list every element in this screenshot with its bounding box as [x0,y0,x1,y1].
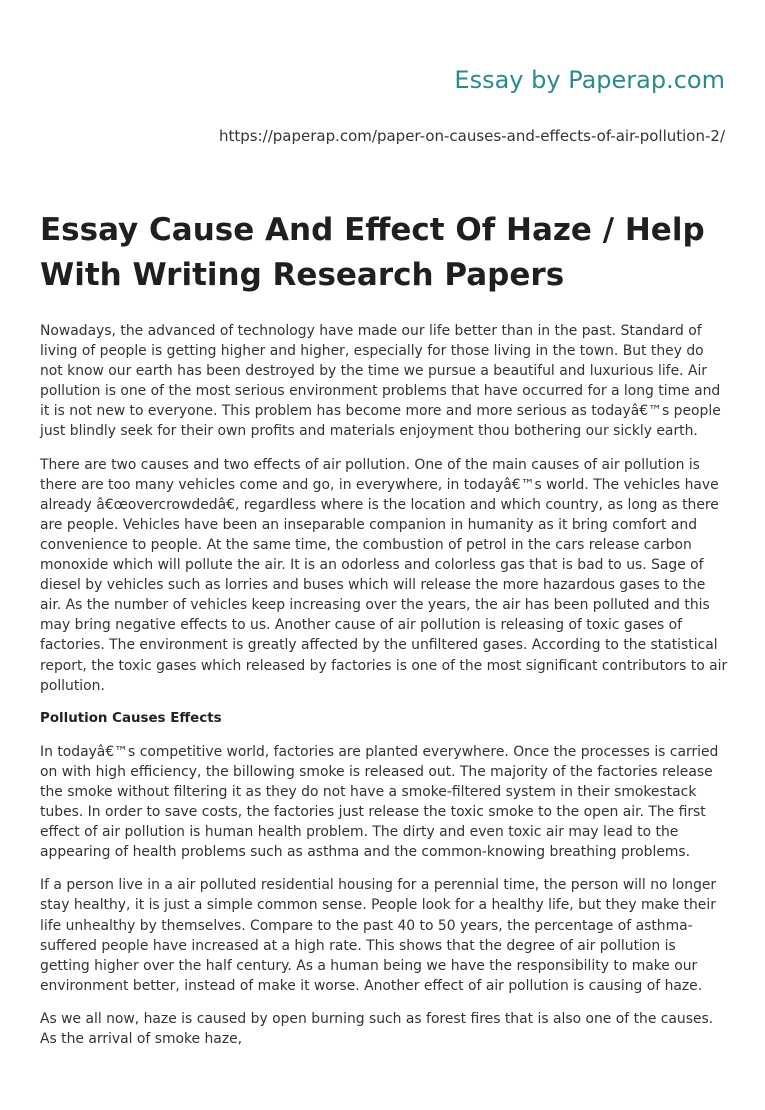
section-subheading: Pollution Causes Effects [40,710,222,726]
paragraph: If a person live in a air polluted residential housing for a perennial time, the person will no longer stay healthy, it is just a simple common sense. People look for a healthy life, but they make their life unhealthy by themselves. Compare to the past 40 to 50 years, the percentage of asthma-suffered people have increased at a high rate. This shows that the degree of air pollution is getting higher over the half century. As a human being we have the responsibility to make our environment better, instead of make it worse. Another effect of air pollution is causing of haze. [40,877,717,994]
paragraph: Nowadays, the advanced of technology have made our life better than in the past. Standard of living of people is getting higher and higher, especially for those living in the town. But they do not know our earth has been destroyed by the time we pursue a beautiful and luxurious life. Air pollution is one of the most serious environment problems that have occurred for a long time and it is not new to everyone. This problem has become more and more serious as todayâ€™s people just blindly seek for their own profits and materials enjoyment thou bothering our sickly earth. [40,323,721,440]
source-url[interactable]: https://paperap.com/paper-on-causes-and-effects-of-air-pollution-2/ [218,127,725,145]
paragraph: As we all now, haze is caused by open burning such as forest fires that is also one of the causes. As the arrival of smoke haze, [40,1010,714,1047]
article-body [40,321,728,1062]
paragraph: There are two causes and two effects of air pollution. One of the main causes of air pollution is there are too many vehicles come and go, in everywhere, in todayâ€™s world. The vehicles have already â€œovercrowdedâ€, regardless where is the location and which country, as long as there are people. Vehicles have been an inseparable companion in humanity as it bring comfort and convenience to people. At the same time, the combustion of petrol in the cars release carbon monoxide which will pollute the air. It is an odorless and colorless gas that is bad to us. Sage of diesel by vehicles such as lorries and buses which will release the more hazardous gases to the air. As the number of vehicles keep increasing over the years, the air has been polluted and this may bring negative effects to us. Another cause of air pollution is releasing of toxic gases of factories. The environment is greatly affected by the unfiltered gases. According to the statistical report, the toxic gases which released by factories is one of the most significant contributors to air pollution. [40,456,728,694]
paragraph: In todayâ€™s competitive world, factories are planted everywhere. Once the processes is carried on with high efficiency, the billowing smoke is released out. The majority of the factories release the smoke without filtering it as they do not have a smoke-filtered system in their smokestack tubes. In order to save costs, the factories just release the toxic smoke to the open air. The first effect of air pollution is human health problem. The dirty and even toxic air may lead to the appearing of health problems such as asthma and the common-knowing breathing problems. [40,743,719,861]
site-brand[interactable]: Essay by Paperap.com [454,66,725,94]
page-title: Essay Cause And Effect Of Haze / Help With Writing Research Papers [40,212,705,293]
